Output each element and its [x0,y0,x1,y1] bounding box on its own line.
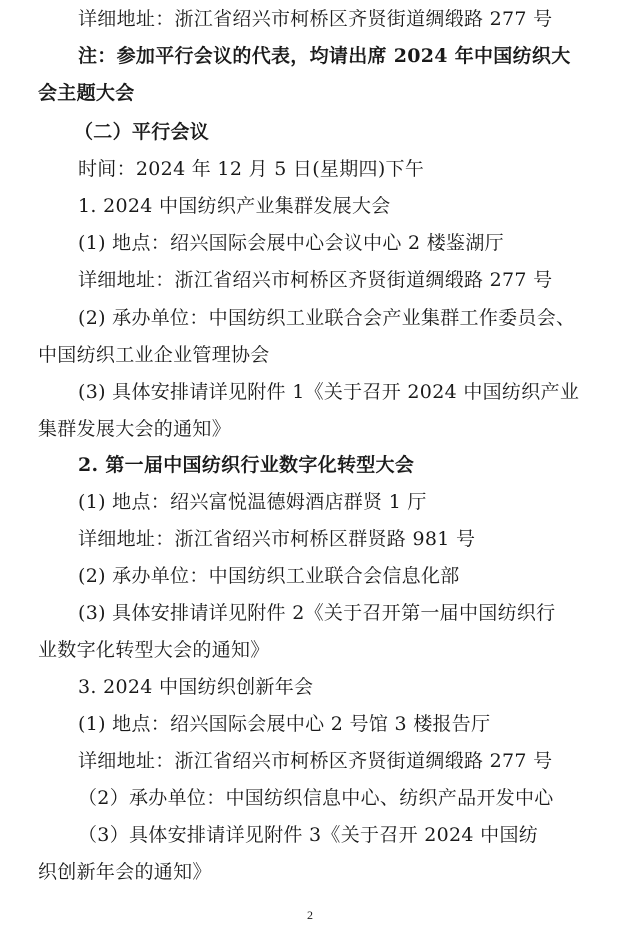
text-line: 详细地址：浙江省绍兴市柯桥区群贤路 981 号 [78,528,476,550]
text-line: (1) 地点：绍兴富悦温德姆酒店群贤 1 厅 [78,491,427,513]
text-line: 详细地址：浙江省绍兴市柯桥区齐贤街道绸缎路 277 号 [78,269,553,291]
text-line: （3）具体安排请详见附件 3《关于召开 2024 中国纺 [78,824,539,846]
text-line: (2) 承办单位：中国纺织工业联合会产业集群工作委员会、 [78,307,576,329]
text-line: (3) 具体安排请详见附件 1《关于召开 2024 中国纺织产业 [78,381,580,403]
time-line: 时间：2024 年 12 月 5 日(星期四)下午 [78,158,425,180]
text-line: 业数字化转型大会的通知》 [38,639,270,661]
text-line: (2) 承办单位：中国纺织工业联合会信息化部 [78,565,460,587]
subsection-heading: 2. 第一届中国纺织行业数字化转型大会 [78,454,415,476]
text-line: 集群发展大会的通知》 [38,418,232,440]
subsection-heading: 3. 2024 中国纺织创新年会 [78,676,314,698]
text-line: (1) 地点：绍兴国际会展中心会议中心 2 楼鉴湖厅 [78,232,504,254]
section-heading: （二）平行会议 [74,121,210,143]
note-line: 注：参加平行会议的代表，均请出席 2024 年中国纺织大 [78,45,571,67]
text-line: (3) 具体安排请详见附件 2《关于召开第一届中国纺织行 [78,602,556,624]
text-line: (1) 地点：绍兴国际会展中心 2 号馆 3 楼报告厅 [78,713,491,735]
page-number: 2 [307,908,313,922]
subsection-heading: 1. 2024 中国纺织产业集群发展大会 [78,195,391,217]
note-line: 会主题大会 [38,82,135,104]
text-line: 详细地址：浙江省绍兴市柯桥区齐贤街道绸缎路 277 号 [78,8,553,30]
text-line: 详细地址：浙江省绍兴市柯桥区齐贤街道绸缎路 277 号 [78,750,553,772]
text-line: 织创新年会的通知》 [38,861,212,883]
text-line: （2）承办单位：中国纺织信息中心、纺织产品开发中心 [78,787,554,809]
text-line: 中国纺织工业企业管理协会 [38,344,270,366]
